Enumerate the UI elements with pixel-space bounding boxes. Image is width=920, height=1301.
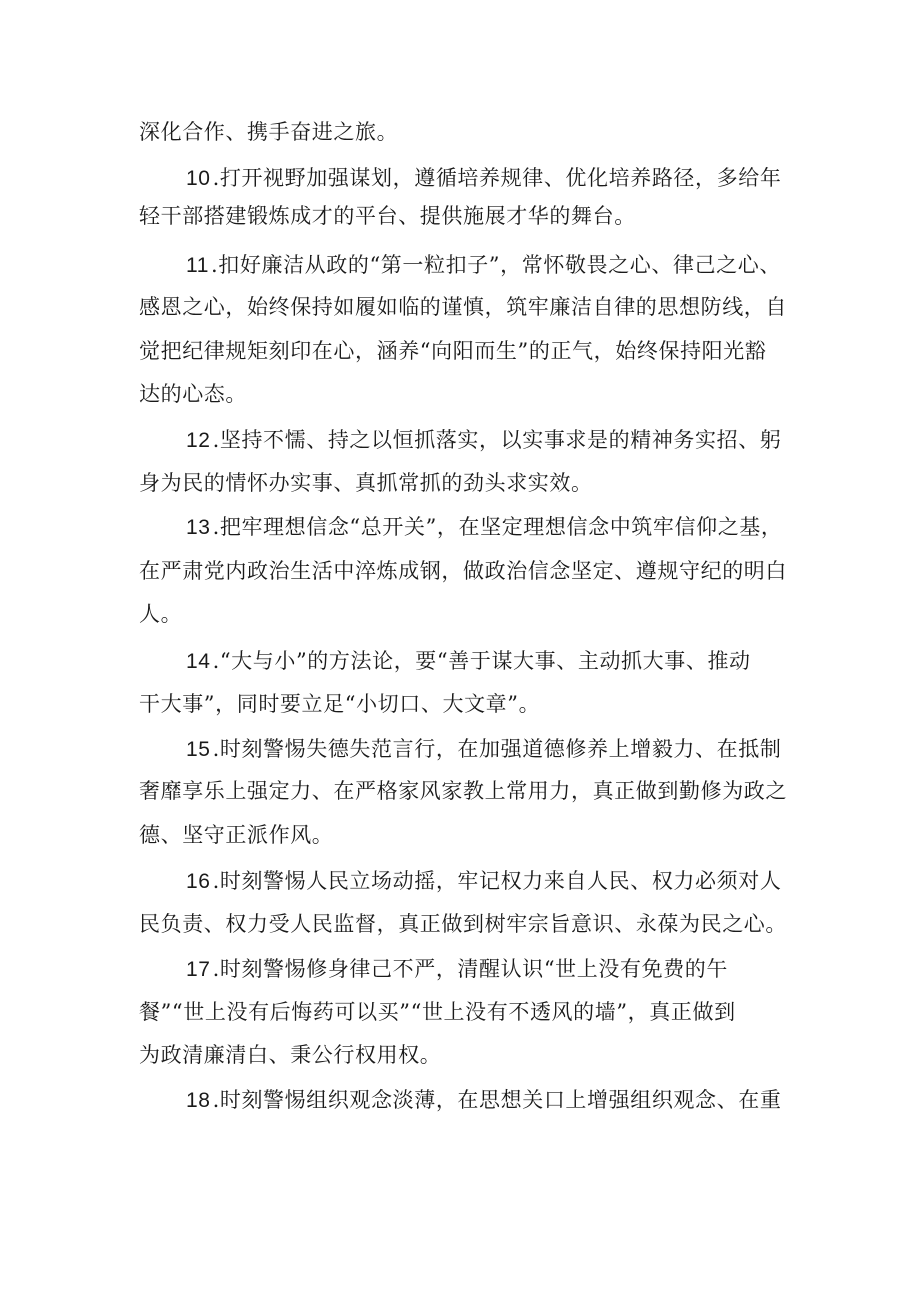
text-line: 干大事”，同时要立足“小切口、大文章”。	[139, 692, 541, 716]
list-item-18: 18.时刻警惕组织观念淡薄，在思想关口上增强组织观念、在重	[186, 1088, 782, 1112]
text-line: 德、坚守正派作风。	[139, 823, 334, 847]
text-line: 感恩之心，始终保持如履如临的谨慎，筑牢廉洁自律的思想防线，自	[139, 295, 787, 319]
text-line: 民负责、权力受人民监督，真正做到树牢宗旨意识、永葆为民之心。	[139, 912, 787, 936]
list-item-15: 15.时刻警惕失德失范言行，在加强道德修养上增毅力、在抵制	[186, 737, 782, 761]
text-line: 深化合作、携手奋进之旅。	[139, 120, 399, 144]
list-item-16: 16.时刻警惕人民立场动摇，牢记权力来自人民、权力必须对人	[186, 869, 782, 893]
list-item-11: 11.扣好廉洁从政的“第一粒扣子”，常怀敬畏之心、律己之心、	[186, 253, 781, 277]
text-line: 人。	[139, 602, 183, 626]
text-line: 奢靡享乐上强定力、在严格家风家教上常用力，真正做到勤修为政之	[139, 779, 787, 803]
text-line: 为政清廉清白、秉公行权用权。	[139, 1043, 442, 1067]
text-line: 身为民的情怀办实事、真抓常抓的劲头求实效。	[139, 471, 593, 495]
list-item-14: 14.“大与小”的方法论，要“善于谋大事、主动抓大事、推动	[186, 649, 751, 673]
text-line: 达的心态。	[139, 382, 247, 406]
text-line: 餐”“世上没有后悔药可以买”“世上没有不透风的墙”，真正做到	[139, 1000, 736, 1024]
text-line: 轻干部搭建锻炼成才的平台、提供施展才华的舞台。	[139, 204, 636, 228]
list-item-13: 13.把牢理想信念“总开关”，在坚定理想信念中筑牢信仰之基，	[186, 515, 783, 539]
list-item-17: 17.时刻警惕修身律己不严，清醒认识“世上没有免费的午	[186, 957, 728, 981]
text-line: 觉把纪律规矩刻印在心，涵养“向阳而生”的正气，始终保持阳光豁	[139, 339, 767, 363]
list-item-12: 12.坚持不懦、持之以恒抓落实，以实事求是的精神务实招、躬	[186, 428, 782, 452]
list-item-10: 10.打开视野加强谋划，遵循培养规律、优化培养路径，多给年	[186, 166, 782, 190]
text-line: 在严肃党内政治生活中淬炼成钢，做政治信念坚定、遵规守纪的明白	[139, 559, 787, 583]
